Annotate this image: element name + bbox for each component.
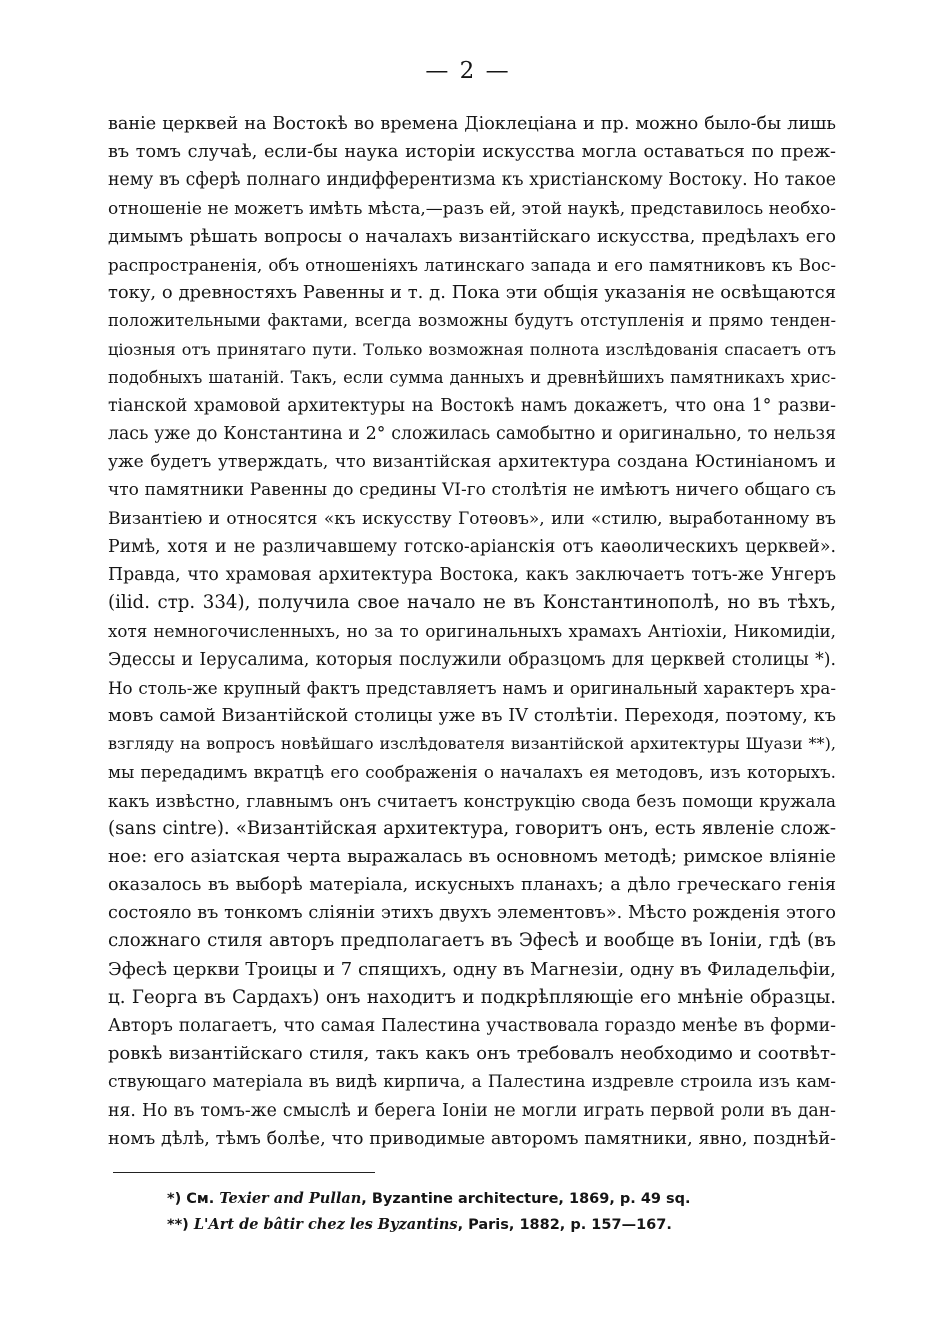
footnote-1 (167, 1186, 727, 1212)
text-line: состояло въ тонкомъ сліяніи этихъ двухъ элементовъ». Мѣсто рожденія этого (108, 903, 836, 924)
text-line: отношеніе не можетъ имѣть мѣста,—разъ ей, этой наукѣ, представилось необхо- (108, 198, 836, 219)
footnote-2-title: L'Art de bâtir chez les Byzantins (193, 1216, 458, 1233)
page-number: — 2 — (425, 58, 511, 84)
text-line: ное: его азіатская черта выражалась въ основномъ методѣ; римское вліяніе (108, 845, 836, 867)
text-line: Но столь-же крупный фактъ представляетъ намъ и оригинальный характеръ хра- (108, 677, 836, 698)
footnote-2-text: , Paris, 1882, p. 157—167. (457, 1217, 672, 1233)
footnote-1-text: , Byzantine architecture, 1869, p. 49 sq. (361, 1191, 691, 1207)
text-line: тіанской храмовой архитектуры на Востокѣ намъ докажетъ, что она 1° разви- (108, 395, 836, 416)
text-line: димымъ рѣшать вопросы о началахъ византійскаго искусства, предѣлахъ его (108, 226, 836, 247)
text-line: что памятники Равенны до средины VI-го столѣтія не имѣютъ ничего общаго съ (108, 480, 836, 501)
text-line: распространенія, объ отношеніяхъ латинскаго запада и его памятниковъ къ Вос- (108, 254, 836, 275)
footnote-2 (167, 1212, 727, 1238)
text-line: (ilid. стр. 334), получила свое начало не въ Константинополѣ, но въ тѣхъ, (108, 592, 836, 614)
text-line: оказалось въ выборѣ матеріала, искусныхъ планахъ; а дѣло греческаго генія (108, 875, 836, 896)
text-line: мовъ самой Византійской столицы уже въ IV столѣтіи. Переходя, поэтому, къ (108, 705, 836, 726)
text-line: лась уже до Константина и 2° сложилась самобытно и оригинально, то нельзя (108, 424, 836, 445)
text-line: Эдессы и Іерусалима, которыя послужили образцомъ для церквей столицы *). (108, 649, 836, 670)
text-line: ствующаго матеріала въ видѣ кирпича, а Палестина издревле строила изъ кам- (108, 1072, 836, 1093)
text-line: хотя немногочисленныхъ, но за то оригинальныхъ храмахъ Антіохіи, Никомидіи, (108, 621, 836, 642)
text-line: сложнаго стиля авторъ предполагаетъ въ Эфесѣ и вообще въ Іоніи, гдѣ (въ (108, 930, 836, 952)
text-line: какъ извѣстно, главнымъ онъ считаетъ конструкцію свода безъ помощи кружала (108, 790, 836, 811)
text-line: подобныхъ шатаній. Такъ, если сумма данныхъ и древнѣйшихъ памятникахъ хрис- (108, 367, 836, 387)
text-line: току, о древностяхъ Равенны и т. д. Пока эти общія указанія не освѣщаются (108, 282, 836, 304)
text-line: мы передадимъ вкратцѣ его соображенія о началахъ ея методовъ, изъ которыхъ. (108, 762, 836, 783)
text-line: Римѣ, хотя и не различавшему готско-аріанскія отъ каѳолическихъ церквей». (108, 536, 836, 557)
text-line: Авторъ полагаетъ, что самая Палестина участвовала гораздо менѣе въ форми- (108, 1016, 836, 1036)
text-line: Правда, что храмовая архитектура Востока, какъ заключаетъ тотъ-же Унгеръ (108, 565, 836, 585)
footnotes (167, 1186, 727, 1238)
text-line: ровкѣ византійскаго стиля, такъ какъ онъ требовалъ необходимо и соотвѣт- (108, 1043, 836, 1065)
footnote-divider (113, 1172, 375, 1173)
text-line: Византіею и относятся «къ искусству Готѳовъ», или «стилю, выработанному въ (108, 508, 836, 529)
text-line: (sans cintre). «Византійская архитектура, говоритъ онъ, есть явленіе слож- (108, 817, 836, 839)
text-line: уже будетъ утверждать, что византійская архитектура создана Юстиніаномъ и (108, 452, 836, 473)
text-line: положительными фактами, всегда возможны будутъ отступленія и прямо тенден- (108, 311, 836, 331)
text-line: Эфесѣ церкви Троицы и 7 спящихъ, одну въ Магнезіи, одну въ Филадельфіи, (108, 958, 836, 980)
text-line: ц. Георга въ Сардахъ) онъ находитъ и подкрѣпляющіе его мнѣніе образцы. (108, 986, 836, 1008)
text-line: взгляду на вопросъ новѣйшаго изслѣдователя византійской архитектуры Шуази **), (108, 734, 836, 754)
text-line: ня. Но въ томъ-же смыслѣ и берега Іоніи не могли играть первой роли въ дан- (108, 1100, 836, 1121)
footnote-1-authors: Texier and Pullan (219, 1190, 362, 1207)
text-line: ваніе церквей на Востокѣ во времена Діоклеціана и пр. можно было-бы лишь (108, 114, 836, 134)
text-line: въ томъ случаѣ, если-бы наука исторіи искусства могла оставаться по преж- (108, 142, 836, 163)
footnote-1-marker: *) См. (167, 1191, 215, 1207)
body-text (108, 110, 836, 1153)
text-line: нему въ сферѣ полнаго индифферентизма къ христіанскому Востоку. Но такое (108, 170, 836, 191)
text-line: ціозныя отъ принятаго пути. Только возможная полнота изслѣдованія спасаетъ отъ (108, 339, 836, 359)
text-line: номъ дѣлѣ, тѣмъ болѣе, что приводимые авторомъ памятники, явно, позднѣй- (108, 1128, 836, 1149)
footnote-2-marker: **) (167, 1217, 189, 1233)
